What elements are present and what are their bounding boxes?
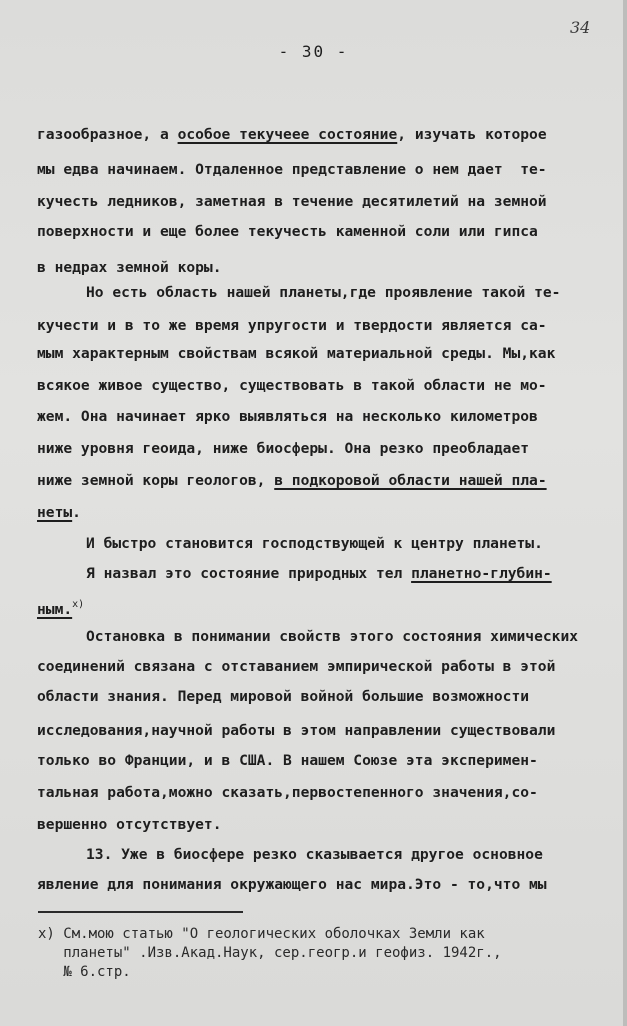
text-line: неты. xyxy=(37,504,81,521)
footnote-divider xyxy=(38,911,243,913)
text-line: вершенно отсутствует. xyxy=(37,816,222,833)
text-line: кучести и в то же время упругости и твердости является са- xyxy=(37,317,547,334)
text-line: явление для понимания окружающего нас мира.Это - то,что мы xyxy=(37,876,547,893)
underlined-phrase: неты xyxy=(37,504,73,521)
scan-edge xyxy=(623,0,627,1026)
footnote-line: планеты" .Изв.Акад.Наук, сер.геогр.и геофиз. 1942г., xyxy=(38,945,502,961)
text-line: мым характерным свойствам всякой материальной среды. Мы,как xyxy=(37,345,556,362)
underlined-phrase: ным. xyxy=(37,601,73,618)
text-line: в недрах земной коры. xyxy=(37,259,222,276)
text-line: Я назвал это состояние природных тел планетно-глубин- xyxy=(86,565,552,582)
underlined-phrase: планетно-глубин- xyxy=(411,565,552,582)
text-line: 13. Уже в биосфере резко сказывается другое основное xyxy=(86,846,543,863)
text-line: всякое живое существо, существовать в такой области не мо- xyxy=(37,377,547,394)
text-line: ниже уровня геоида, ниже биосферы. Она резко преобладает xyxy=(37,440,530,457)
text-line: газообразное, а особое текучеее состояние, изучать которое xyxy=(37,126,547,143)
text-line: кучесть ледников, заметная в течение десятилетий на земной xyxy=(37,193,547,210)
text-line: жем. Она начинает ярко выявляться на несколько километров xyxy=(37,408,538,425)
footnote-marker: x) xyxy=(72,599,85,610)
text-line: Но есть область нашей планеты,где проявление такой те- xyxy=(86,284,561,301)
text-line: тальная работа,можно сказать,первостепенного значения,со- xyxy=(37,784,538,801)
text-line: только во Франции, и в США. В нашем Союзе эта эксперимен- xyxy=(37,752,538,769)
text-line: исследования,научной работы в этом направлении существовали xyxy=(37,722,556,739)
text-line: области знания. Перед мировой войной большие возможности xyxy=(37,688,530,705)
archive-number: 34 xyxy=(570,18,591,37)
text-line: мы едва начинаем. Отдаленное представление о нем дает те- xyxy=(37,161,547,178)
page-number: - 30 - xyxy=(278,42,349,61)
text-line: поверхности и еще более текучесть каменной соли или гипса xyxy=(37,223,538,240)
underlined-phrase: особое текучеее состояние xyxy=(177,126,398,143)
text-line: соединений связана с отставанием эмпирической работы в этой xyxy=(37,658,556,675)
footnote-line: x) См.мою статью "О геологических оболочках Земли как xyxy=(38,926,485,942)
text-line: Остановка в понимании свойств этого состояния химических xyxy=(86,628,579,645)
text-line xyxy=(37,596,84,619)
text-line: ниже земной коры геологов, в подкоровой области нашей пла- xyxy=(37,472,547,489)
footnote-line: № 6.стр. xyxy=(38,964,131,980)
text-line: И быстро становится господствующей к центру планеты. xyxy=(86,535,543,552)
underlined-phrase: в подкоровой области нашей пла- xyxy=(274,472,547,489)
